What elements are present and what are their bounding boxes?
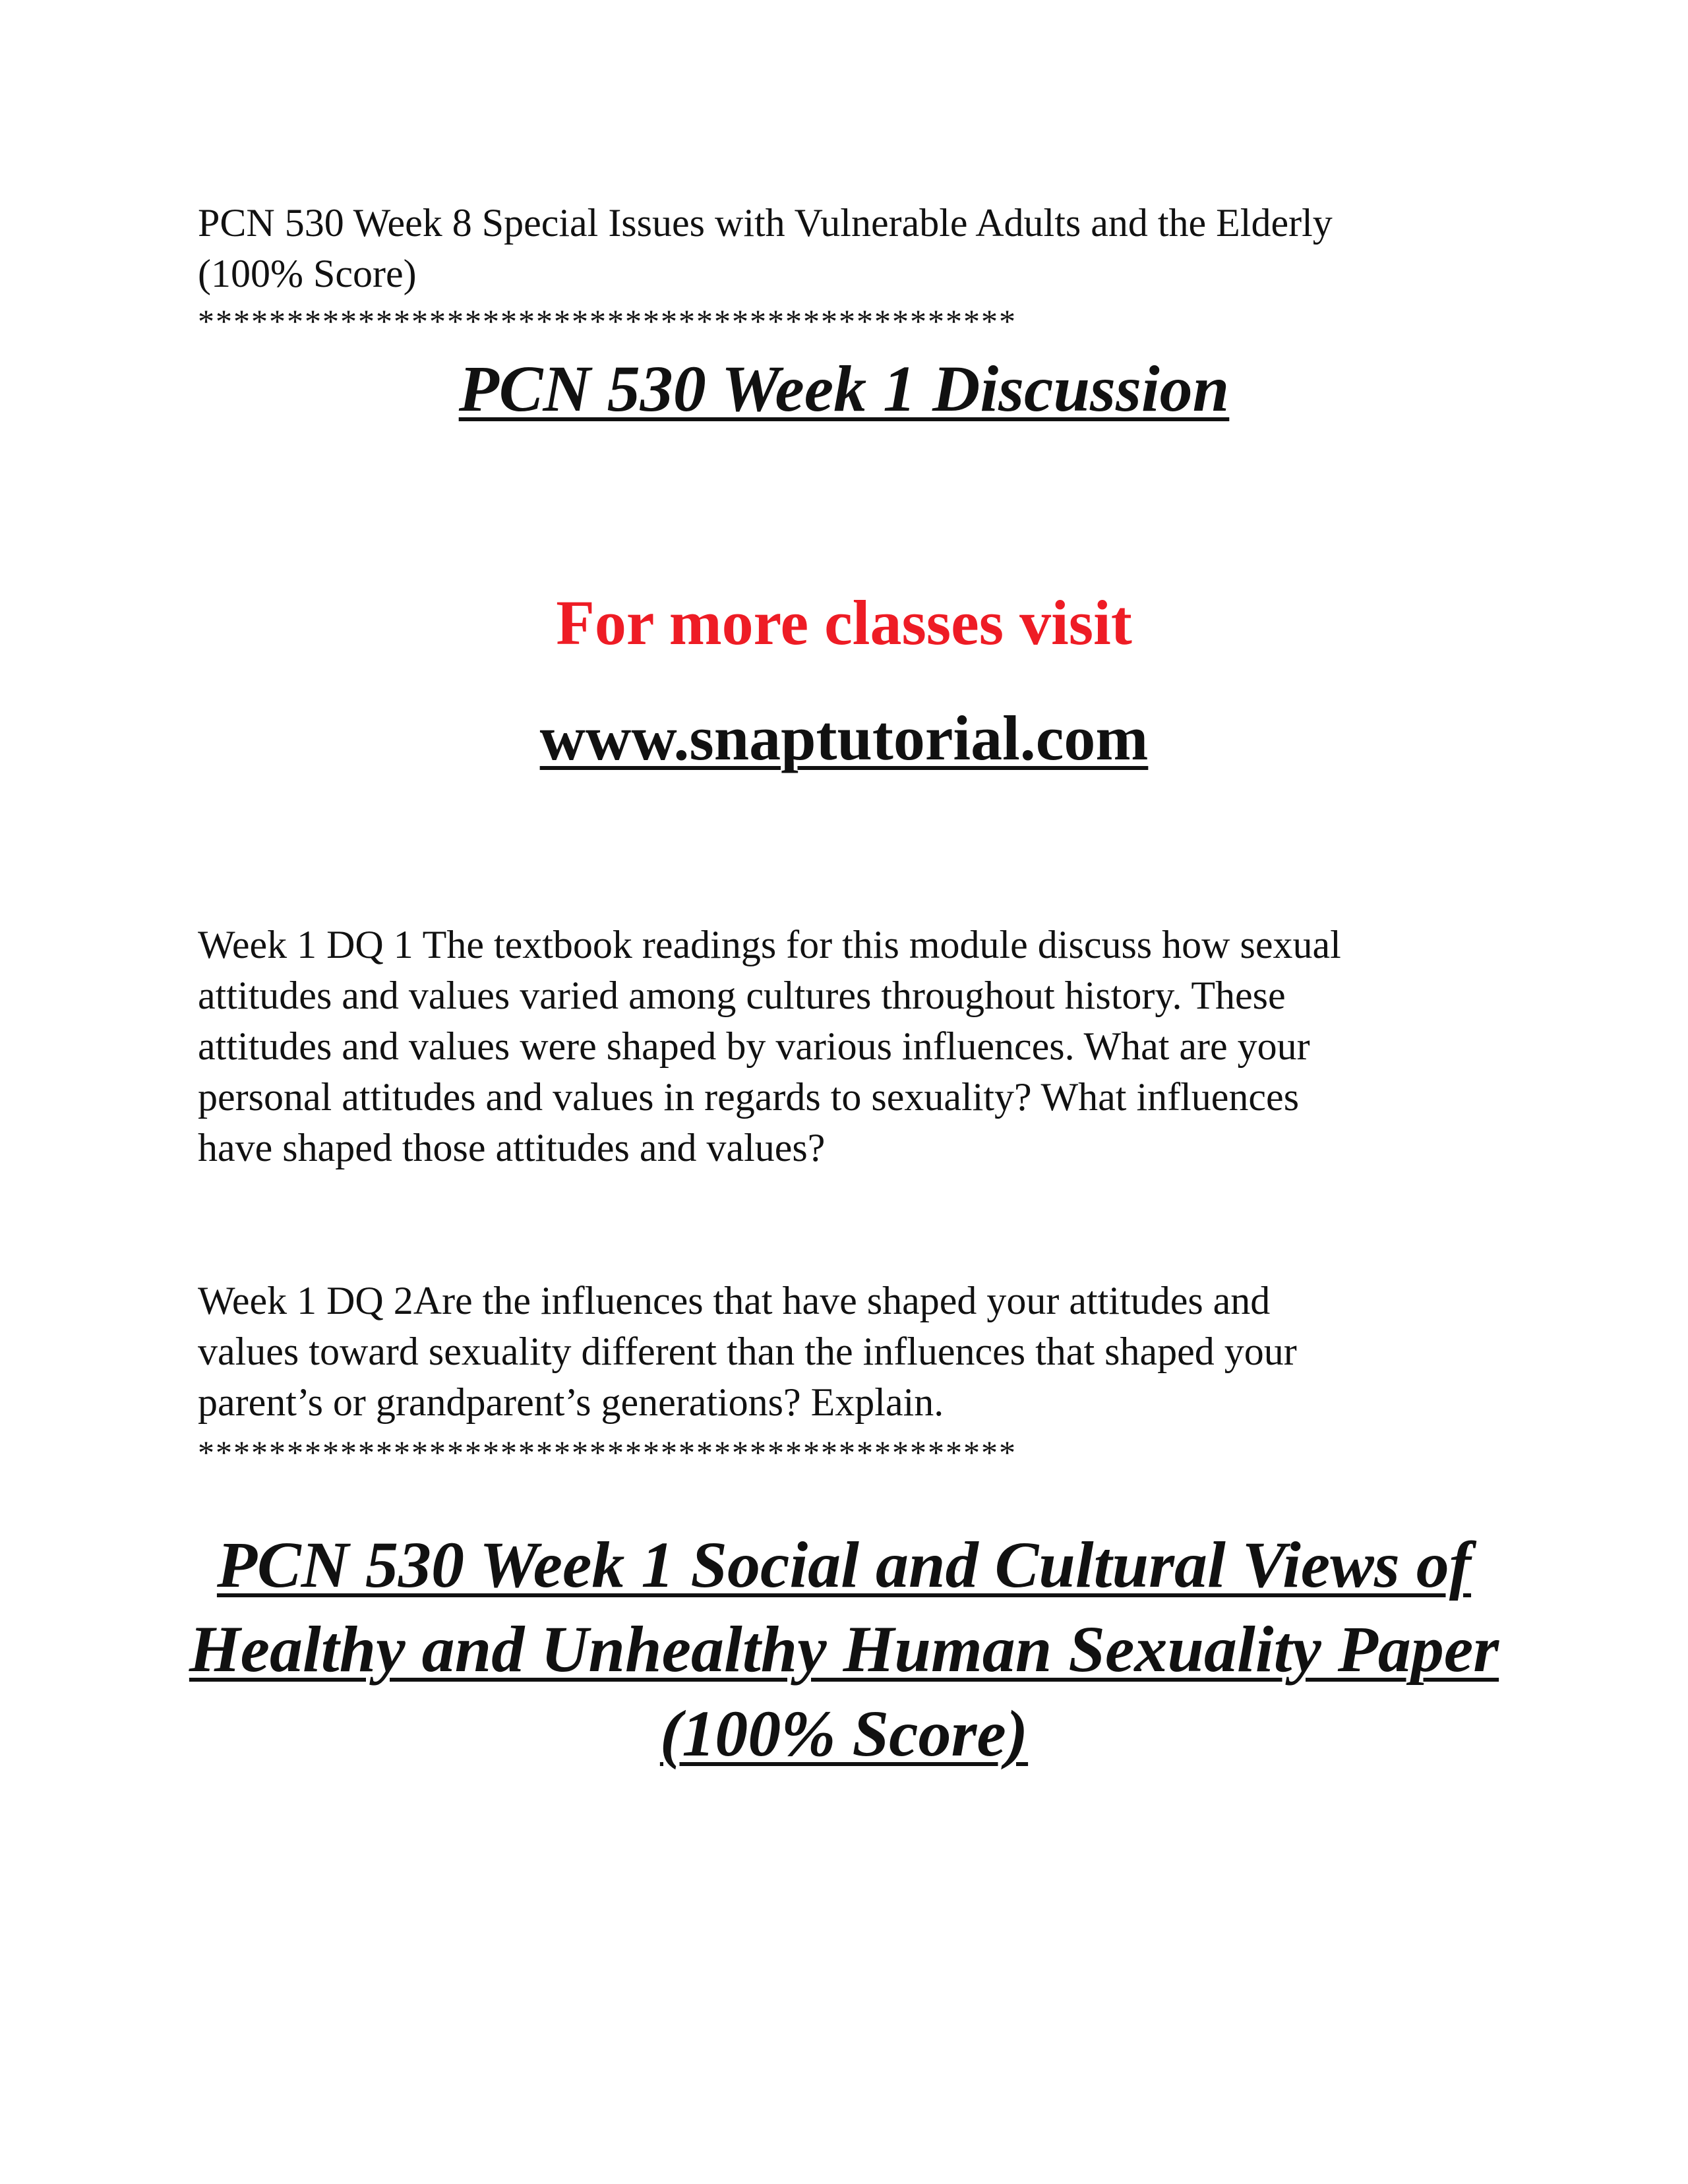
heading-paper-line: PCN 530 Week 1 Social and Cultural Views of bbox=[216, 1528, 1472, 1601]
dq2-line: parent’s or grandparent’s generations? Explain. bbox=[198, 1380, 944, 1424]
separator-bottom bbox=[198, 1436, 1490, 1469]
dq2-paragraph bbox=[198, 1276, 1490, 1428]
dq2-line: values toward sexuality different than the influences that shaped your bbox=[198, 1330, 1297, 1373]
dq1-line: Week 1 DQ 1 The textbook readings for this module discuss how sexual bbox=[198, 923, 1341, 966]
dq1-paragraph bbox=[198, 920, 1490, 1173]
separator-bottom-stars: ********************************************** bbox=[198, 1434, 1017, 1471]
heading-paper-line: (100% Score) bbox=[659, 1697, 1029, 1770]
heading-paper bbox=[0, 1523, 1688, 1776]
promo-text: For more classes visit bbox=[556, 587, 1132, 658]
separator-top bbox=[198, 305, 1490, 338]
heading-discussion: PCN 530 Week 1 Discussion bbox=[458, 352, 1230, 425]
dq1-line: have shaped those attitudes and values? bbox=[198, 1126, 826, 1169]
intro-title bbox=[198, 198, 1490, 299]
separator-top-stars: ********************************************** bbox=[198, 303, 1017, 339]
heading-paper-line: Healthy and Unhealthy Human Sexuality Paper bbox=[189, 1612, 1499, 1686]
promo-url-link[interactable]: www.snaptutorial.com bbox=[539, 703, 1149, 773]
dq1-line: attitudes and values varied among cultures throughout history. These bbox=[198, 974, 1286, 1017]
dq1-line: personal attitudes and values in regards to sexuality? What influences bbox=[198, 1075, 1300, 1119]
intro-title-line-2: (100% Score) bbox=[198, 252, 417, 295]
intro-title-line-1: PCN 530 Week 8 Special Issues with Vulnerable Adults and the Elderly bbox=[198, 201, 1333, 245]
dq2-line: Week 1 DQ 2Are the influences that have shaped your attitudes and bbox=[198, 1279, 1271, 1322]
dq1-line: attitudes and values were shaped by various influences. What are your bbox=[198, 1024, 1310, 1068]
